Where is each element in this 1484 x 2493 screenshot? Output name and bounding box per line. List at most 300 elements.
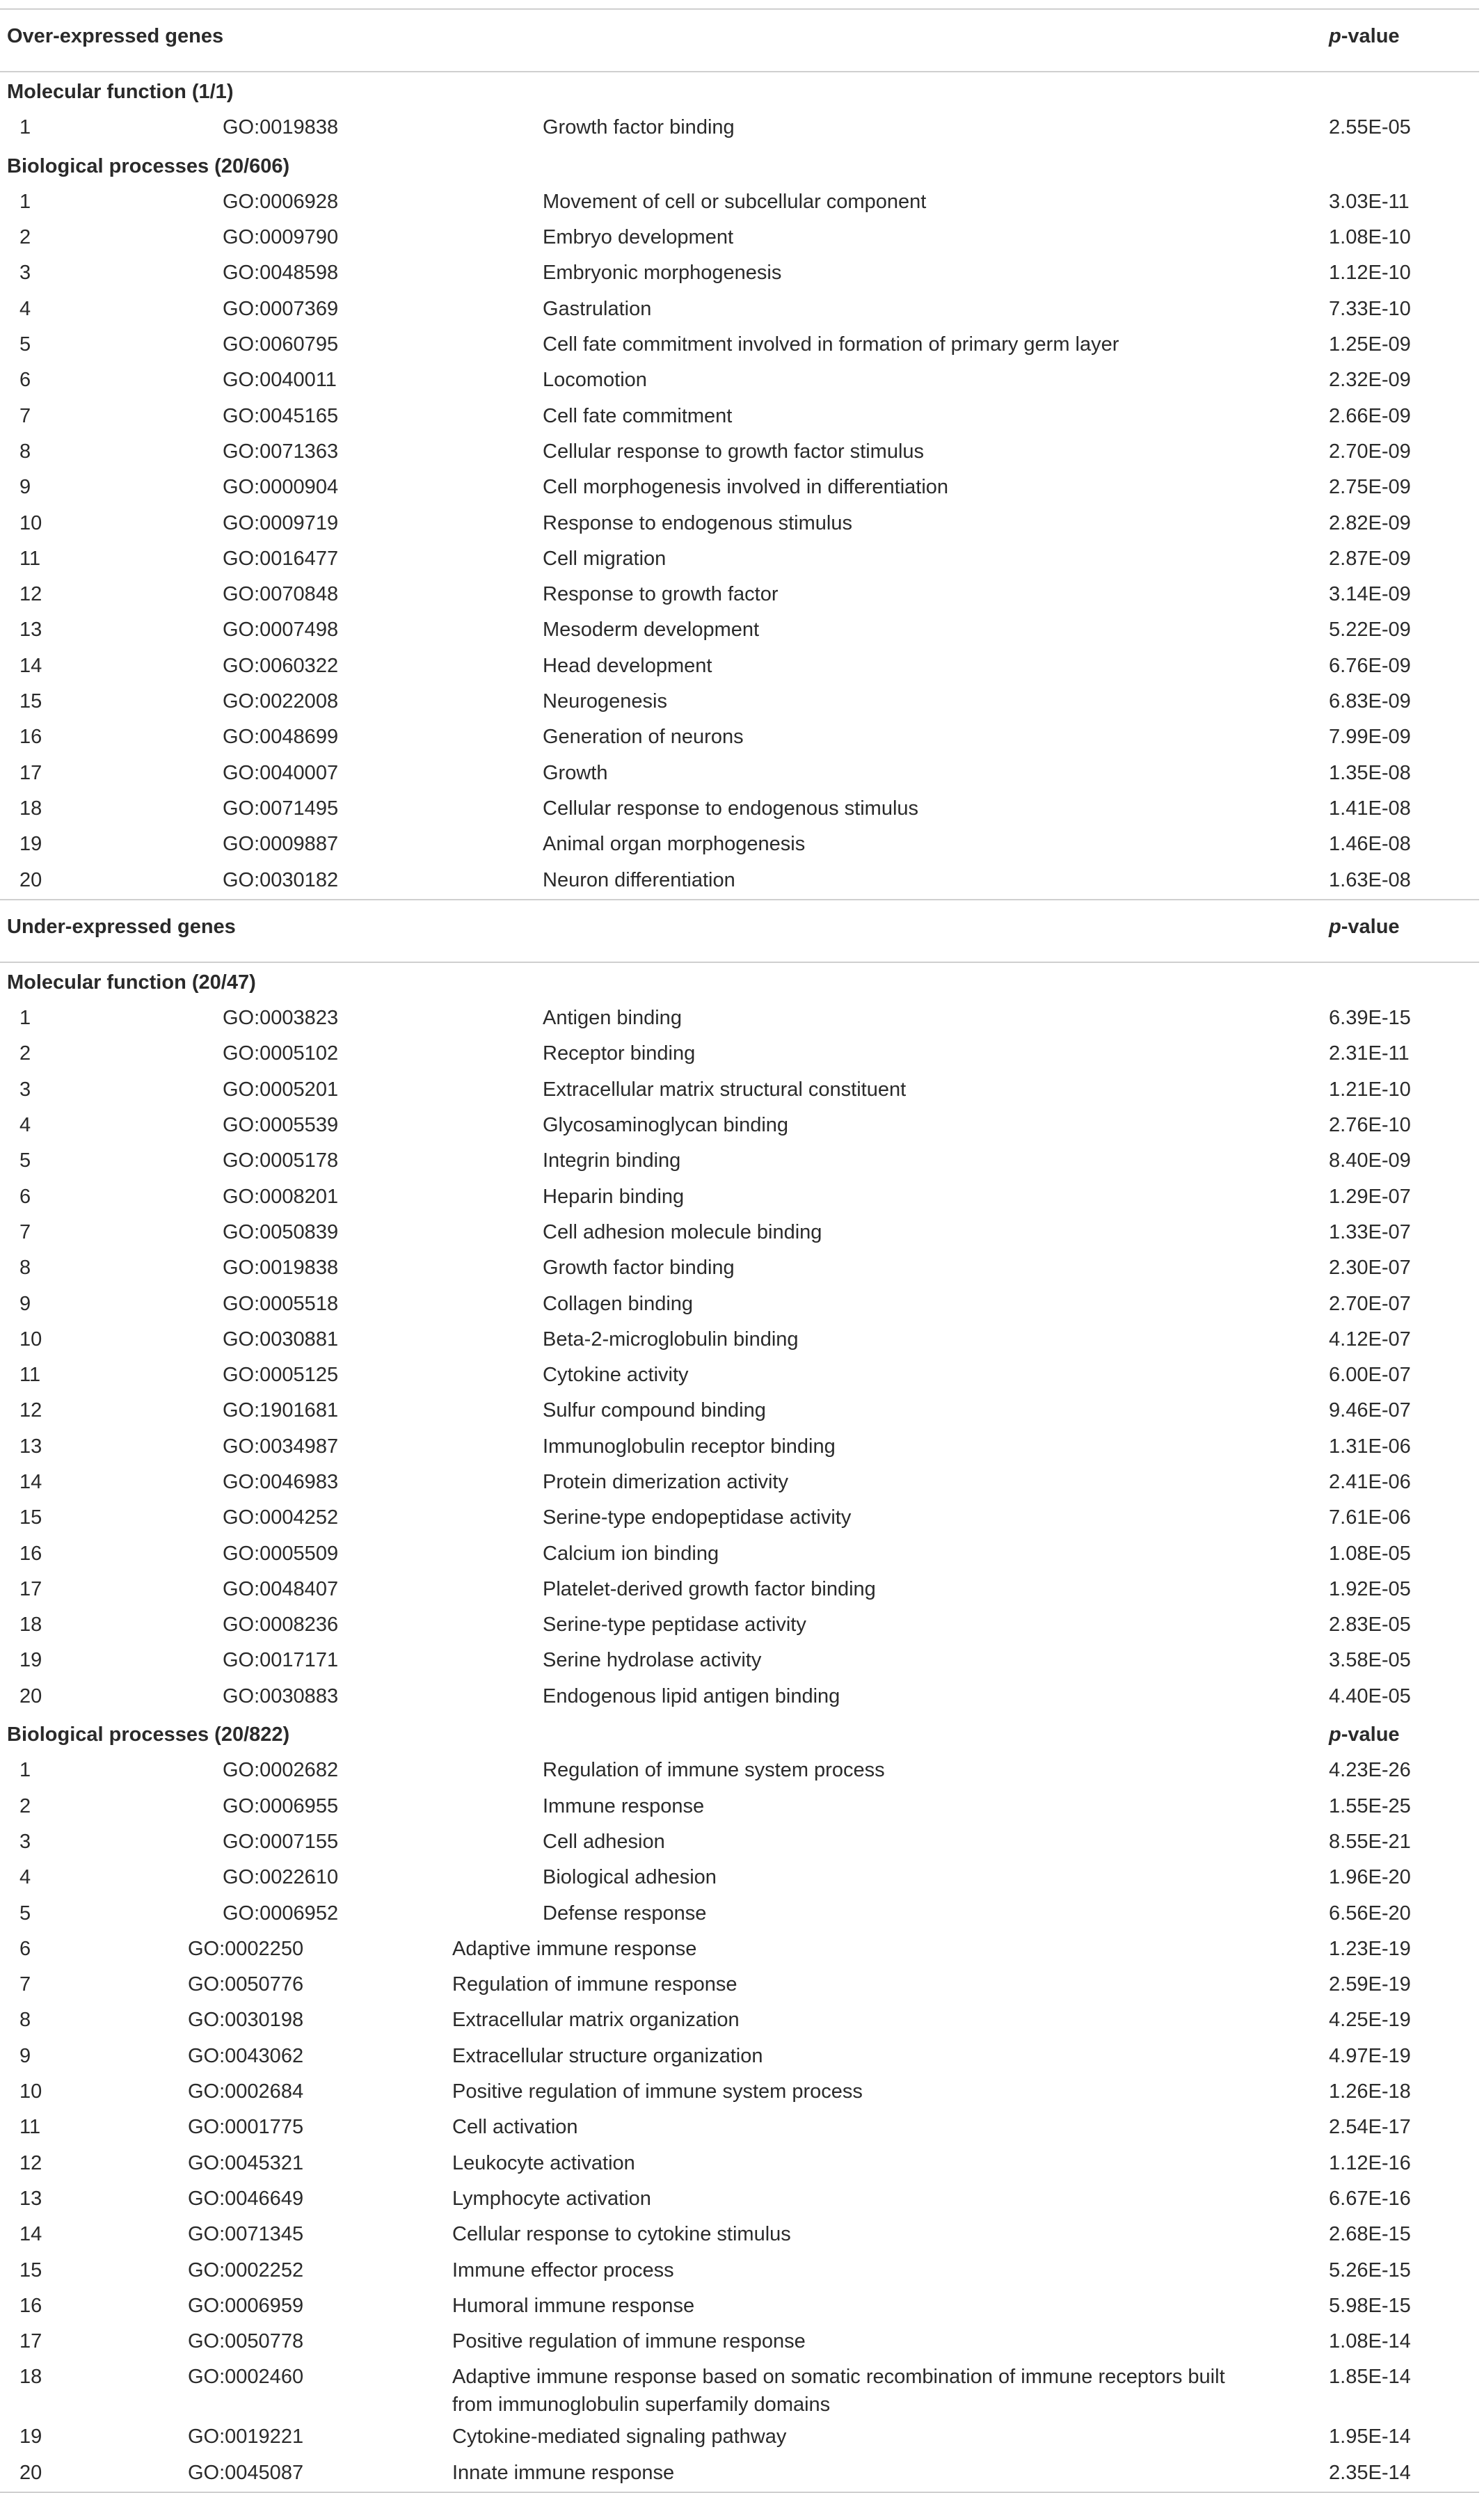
p-value: 3.58E-05: [1329, 1649, 1411, 1672]
go-id: GO:0007155: [223, 1830, 339, 1853]
go-term: Glycosaminoglycan binding: [543, 1114, 789, 1137]
p-value: 2.41E-06: [1329, 1470, 1411, 1493]
go-term: Positive regulation of immune response: [452, 2330, 806, 2353]
group-title: Molecular function (20/47): [7, 971, 256, 994]
row-number: 3: [19, 1078, 31, 1101]
table-row: [0, 542, 1479, 578]
table-row: [0, 720, 1479, 756]
go-id: GO:0071345: [188, 2223, 304, 2246]
go-id: GO:0002252: [188, 2259, 304, 2281]
row-number: 5: [19, 333, 31, 356]
row-number: 12: [19, 583, 42, 606]
table-row: [0, 1108, 1479, 1144]
p-value: 3.03E-11: [1329, 190, 1410, 213]
table-row: [0, 292, 1479, 328]
table-row: [0, 1430, 1479, 1465]
p-value: 4.97E-19: [1329, 2044, 1411, 2067]
go-id: GO:0030182: [223, 863, 543, 900]
go-term: Extracellular matrix organization: [452, 2009, 740, 2032]
table-row: [0, 578, 1479, 613]
table-row: [0, 111, 1479, 146]
go-term: Biological adhesion: [543, 1866, 717, 1889]
go-term: Cell activation: [452, 2116, 578, 2139]
p-value: 6.00E-07: [1329, 1364, 1411, 1387]
go-id: GO:0002460: [188, 2366, 304, 2389]
row-number: 20: [19, 1684, 42, 1707]
group-header-row: [0, 72, 1479, 111]
table-row: [0, 1680, 1479, 1715]
p-value: 1.29E-07: [1329, 1185, 1411, 1208]
go-term: Cytokine-mediated signaling pathway: [452, 2426, 787, 2448]
go-id: GO:0048407: [223, 1577, 339, 1600]
row-number: 13: [19, 1435, 42, 1458]
row-number: 17: [19, 2330, 42, 2353]
table-row: [0, 435, 1479, 470]
go-id: GO:0019838: [223, 1257, 339, 1280]
go-term: Integrin binding: [543, 1149, 681, 1172]
p-value: 1.12E-16: [1329, 2151, 1411, 2174]
row-number: 1: [19, 116, 31, 139]
row-number: 6: [19, 369, 31, 392]
p-value: 4.12E-07: [1329, 1328, 1411, 1351]
table-row: [0, 1932, 1479, 1968]
group-title: Molecular function (1/1): [7, 81, 234, 103]
go-term: Serine hydrolase activity: [543, 1649, 762, 1672]
go-term: Antigen binding: [543, 1007, 682, 1030]
p-value: 2.82E-09: [1329, 511, 1411, 534]
table-row: [0, 1572, 1479, 1608]
table-row: [0, 256, 1479, 292]
go-term: Humoral immune response: [452, 2294, 695, 2317]
p-value: 4.23E-26: [1329, 1759, 1411, 1782]
table-body: [0, 9, 1479, 2492]
group-header-row: [0, 962, 1479, 1001]
table-row: [0, 792, 1479, 827]
go-id: GO:0006952: [223, 1902, 339, 1925]
p-value: 1.85E-14: [1329, 2366, 1411, 2389]
table-row: [0, 2456, 1479, 2492]
row-number: 15: [19, 2259, 42, 2281]
p-value: 2.32E-09: [1329, 369, 1411, 392]
row-number: 5: [19, 1149, 31, 1172]
go-id: GO:0007369: [223, 297, 339, 320]
go-term: Extracellular matrix structural constituent: [543, 1078, 907, 1101]
go-term: Innate immune response: [452, 2456, 1238, 2492]
p-value: 1.35E-08: [1329, 761, 1411, 784]
go-term: Endogenous lipid antigen binding: [543, 1684, 840, 1707]
go-term: Movement of cell or subcellular component: [543, 190, 927, 213]
go-id: GO:0071363: [223, 440, 339, 463]
row-number: 5: [19, 1902, 31, 1925]
section-header-row: [0, 9, 1479, 72]
group-p-value-header: [1329, 72, 1479, 111]
row-number: 4: [19, 297, 31, 320]
row-number: 1: [19, 1007, 31, 1030]
table-row: [0, 2039, 1479, 2075]
go-id: GO:0008201: [223, 1185, 339, 1208]
row-number: 8: [19, 1257, 31, 1280]
go-id: GO:0006928: [223, 190, 339, 213]
go-term: Gastrulation: [543, 297, 652, 320]
table-row: [0, 1037, 1479, 1072]
go-term: Neuron differentiation: [543, 863, 1329, 900]
go-term: Regulation of immune system process: [543, 1759, 885, 1782]
table-row: [0, 1501, 1479, 1536]
go-id: GO:0002682: [223, 1759, 339, 1782]
go-id: GO:0040007: [223, 761, 339, 784]
go-id: GO:0005518: [223, 1292, 339, 1315]
row-number: 15: [19, 690, 42, 713]
p-value: 1.95E-14: [1329, 2426, 1411, 2448]
row-number: 4: [19, 1114, 31, 1137]
p-value: 7.33E-10: [1329, 297, 1411, 320]
p-value: 6.67E-16: [1329, 2187, 1411, 2210]
table-row: [0, 1643, 1479, 1679]
section-title: Over-expressed genes: [0, 9, 1329, 72]
p-value-header-italic: p: [1329, 915, 1341, 938]
table-row: [0, 1287, 1479, 1323]
go-term: Regulation of immune response: [452, 1973, 737, 1996]
go-term: Adaptive immune response based on somatic recombination of immune receptors built from immunoglobulin superfamily domains: [452, 2366, 1225, 2416]
go-id: GO:0030881: [223, 1328, 339, 1351]
p-value: 7.61E-06: [1329, 1506, 1411, 1529]
p-value: 5.26E-15: [1329, 2259, 1411, 2281]
table-row: [0, 2182, 1479, 2217]
row-number: 16: [19, 726, 42, 749]
row-number: 20: [0, 2456, 223, 2492]
table-row: [0, 1358, 1479, 1394]
go-term: Heparin binding: [543, 1185, 685, 1208]
p-value: 6.56E-20: [1329, 1902, 1411, 1925]
table-row: [0, 2075, 1479, 2110]
go-enrichment-table: [0, 8, 1479, 2493]
row-number: 19: [19, 2426, 42, 2448]
table-row: [0, 649, 1479, 685]
go-id: GO:0060795: [223, 333, 339, 356]
row-number: 13: [19, 619, 42, 642]
table-row: [0, 2289, 1479, 2325]
go-term: Leukocyte activation: [452, 2151, 635, 2174]
go-id: GO:0019838: [223, 116, 339, 139]
table-row: [0, 1394, 1479, 1429]
row-number: 16: [19, 1542, 42, 1565]
p-value: 1.12E-10: [1329, 262, 1411, 285]
p-value-header-rest: -value: [1341, 1723, 1400, 1746]
go-id: GO:0046649: [188, 2187, 304, 2210]
group-header-row: [0, 147, 1479, 185]
table-row: [0, 2003, 1479, 2039]
table-row: [0, 685, 1479, 720]
p-value: 2.31E-11: [1329, 1042, 1410, 1065]
go-term: Generation of neurons: [543, 726, 744, 749]
group-p-value-header: [1329, 147, 1479, 185]
p-value: 2.59E-19: [1329, 1973, 1411, 1996]
row-number: 18: [19, 1614, 42, 1636]
go-id: GO:0050839: [223, 1220, 339, 1243]
row-number: 6: [19, 1937, 31, 1960]
table-row: [0, 1216, 1479, 1251]
table-row: [0, 399, 1479, 435]
go-term: Locomotion: [543, 369, 647, 392]
go-id: GO:0045165: [223, 404, 339, 427]
p-value: 7.99E-09: [1329, 726, 1411, 749]
go-id: GO:0017171: [223, 1649, 339, 1672]
table-row: [0, 1861, 1479, 1896]
p-value: 2.66E-09: [1329, 404, 1411, 427]
go-id: GO:0005178: [223, 1149, 339, 1172]
go-id: GO:0022008: [223, 690, 339, 713]
p-value: 1.25E-09: [1329, 333, 1411, 356]
table-row: [0, 2420, 1479, 2455]
table-row: [0, 2217, 1479, 2253]
p-value: 1.23E-19: [1329, 1937, 1411, 1960]
go-term: Neurogenesis: [543, 690, 667, 713]
p-value-header-rest: -value: [1341, 915, 1400, 938]
row-number: 14: [19, 654, 42, 677]
p-value: 2.70E-09: [1329, 440, 1411, 463]
go-term: Cell migration: [543, 547, 667, 570]
go-id: GO:0071495: [223, 797, 339, 820]
row-number: 3: [19, 1830, 31, 1853]
table-row: [0, 2325, 1479, 2360]
table-row: [0, 2146, 1479, 2182]
go-id: GO:0016477: [223, 547, 339, 570]
table-row: [0, 1608, 1479, 1643]
go-term: Embryo development: [543, 226, 734, 249]
go-term: Cellular response to endogenous stimulus: [543, 797, 919, 820]
go-id: GO:0040011: [223, 369, 337, 392]
go-id: GO:0034987: [223, 1435, 339, 1458]
row-number: 2: [19, 1794, 31, 1817]
p-value: 2.83E-05: [1329, 1614, 1411, 1636]
go-id: GO:0000904: [223, 476, 339, 499]
row-number: 2: [19, 226, 31, 249]
go-id: GO:0009887: [223, 833, 339, 856]
table-row: [0, 1825, 1479, 1861]
row-number: 18: [19, 2366, 42, 2389]
go-term: Defense response: [543, 1902, 707, 1925]
row-number: 1: [19, 190, 31, 213]
go-term: Response to endogenous stimulus: [543, 511, 852, 534]
row-number: 12: [19, 2151, 42, 2174]
row-number: 17: [19, 1577, 42, 1600]
p-value: 1.96E-20: [1329, 1866, 1411, 1889]
go-term: Response to growth factor: [543, 583, 779, 606]
table-row: [0, 1001, 1479, 1037]
go-id: GO:0050776: [188, 1973, 304, 1996]
table-row: [0, 328, 1479, 363]
p-value: 4.25E-19: [1329, 2009, 1411, 2032]
p-value: 5.22E-09: [1329, 619, 1411, 642]
go-id: GO:0005201: [223, 1078, 339, 1101]
go-term: Immune response: [543, 1794, 705, 1817]
p-value: 1.46E-08: [1329, 833, 1411, 856]
table-row: [0, 1537, 1479, 1572]
go-id: GO:0048598: [223, 262, 339, 285]
go-id: GO:0006955: [223, 1794, 339, 1817]
row-number: 10: [19, 511, 42, 534]
go-term: Serine-type endopeptidase activity: [543, 1506, 852, 1529]
p-value: 2.70E-07: [1329, 1292, 1411, 1315]
table-row: [0, 363, 1479, 399]
row-number: 8: [19, 2009, 31, 2032]
p-value: 6.76E-09: [1329, 654, 1411, 677]
go-term: Adaptive immune response: [452, 1937, 697, 1960]
section-title: Under-expressed genes: [0, 900, 1329, 962]
go-id: GO:0005102: [223, 1042, 339, 1065]
go-id: GO:0002250: [188, 1937, 304, 1960]
row-number: 20: [0, 863, 223, 900]
go-id: GO:0003823: [223, 1007, 339, 1030]
row-number: 15: [19, 1506, 42, 1529]
row-number: 13: [19, 2187, 42, 2210]
table-row: [0, 1144, 1479, 1179]
row-number: 11: [19, 547, 41, 570]
go-term: Immune effector process: [452, 2259, 674, 2281]
go-term: Mesoderm development: [543, 619, 760, 642]
go-term: Beta-2-microglobulin binding: [543, 1328, 799, 1351]
table-row: [0, 470, 1479, 506]
table-row: [0, 2360, 1479, 2420]
go-id: GO:0046983: [223, 1470, 339, 1493]
go-term: Growth factor binding: [543, 116, 735, 139]
go-term: Growth factor binding: [543, 1257, 735, 1280]
table-row: [0, 221, 1479, 256]
row-number: 4: [19, 1866, 31, 1889]
p-value: 1.92E-05: [1329, 1577, 1411, 1600]
p-value: 2.55E-05: [1329, 116, 1411, 139]
go-term: Extracellular structure organization: [452, 2044, 763, 2067]
go-term: Sulfur compound binding: [543, 1399, 766, 1422]
row-number: 3: [19, 262, 31, 285]
row-number: 11: [19, 2116, 41, 2139]
group-p-value-header: [1329, 962, 1479, 1001]
go-term: Cell morphogenesis involved in differentiation: [543, 476, 949, 499]
go-term: Animal organ morphogenesis: [543, 833, 806, 856]
go-id: GO:0043062: [188, 2044, 304, 2067]
table-row: [0, 1251, 1479, 1287]
go-term: Cytokine activity: [543, 1364, 689, 1387]
row-number: 16: [19, 2294, 42, 2317]
p-value: 3.14E-09: [1329, 583, 1411, 606]
row-number: 14: [19, 2223, 42, 2246]
go-id: GO:0005125: [223, 1364, 339, 1387]
row-number: 7: [19, 404, 31, 427]
go-id: GO:0048699: [223, 726, 339, 749]
group-p-value-header: [1329, 1715, 1479, 1753]
row-number: 9: [19, 476, 31, 499]
row-number: 19: [19, 833, 42, 856]
go-term: Collagen binding: [543, 1292, 694, 1315]
go-term: Cell adhesion: [543, 1830, 665, 1853]
go-id: GO:0019221: [188, 2426, 304, 2448]
go-term: Immunoglobulin receptor binding: [543, 1435, 836, 1458]
go-term: Lymphocyte activation: [452, 2187, 651, 2210]
p-value: 1.08E-14: [1329, 2330, 1411, 2353]
table-row: [0, 1180, 1479, 1216]
go-id: GO:0050778: [188, 2330, 304, 2353]
group-header-row: [0, 1715, 1479, 1753]
p-value-header-italic: p: [1329, 25, 1341, 47]
go-term: Cellular response to growth factor stimulus: [543, 440, 925, 463]
table-row: [0, 1073, 1479, 1108]
group-title: Biological processes (20/822): [7, 1723, 290, 1746]
section-header-row: [0, 900, 1479, 962]
row-number: 1: [19, 1759, 31, 1782]
p-value: 6.83E-09: [1329, 690, 1411, 713]
p-value: 1.08E-10: [1329, 226, 1411, 249]
go-term: Calcium ion binding: [543, 1542, 719, 1565]
p-value: 4.40E-05: [1329, 1684, 1411, 1707]
table-row: [0, 613, 1479, 648]
row-number: 10: [19, 1328, 42, 1351]
go-id: GO:0030883: [223, 1684, 339, 1707]
table-row: [0, 1897, 1479, 1932]
row-number: 19: [19, 1649, 42, 1672]
p-value: 1.26E-18: [1329, 2080, 1411, 2103]
table-row: [0, 863, 1479, 900]
table-row: [0, 756, 1479, 792]
go-term: Cell fate commitment: [543, 404, 733, 427]
table-row: [0, 1323, 1479, 1358]
table-row: [0, 827, 1479, 863]
go-term: Head development: [543, 654, 712, 677]
p-value: 9.46E-07: [1329, 1399, 1411, 1422]
p-value: 2.75E-09: [1329, 476, 1411, 499]
p-value: 2.87E-09: [1329, 547, 1411, 570]
row-number: 7: [19, 1220, 31, 1243]
table-row: [0, 1968, 1479, 2003]
p-value-header: [1329, 900, 1479, 962]
go-id: GO:1901681: [223, 1399, 339, 1422]
table-row: [0, 1753, 1479, 1789]
go-id: GO:0002684: [188, 2080, 304, 2103]
p-value: 2.76E-10: [1329, 1114, 1411, 1137]
go-id: GO:0005509: [223, 1542, 339, 1565]
row-number: 8: [19, 440, 31, 463]
go-term: Cell adhesion molecule binding: [543, 1220, 822, 1243]
p-value: 1.33E-07: [1329, 1220, 1411, 1243]
go-id: GO:0008236: [223, 1614, 339, 1636]
p-value: 2.68E-15: [1329, 2223, 1411, 2246]
p-value: 5.98E-15: [1329, 2294, 1411, 2317]
row-number: 7: [19, 1973, 31, 1996]
p-value: 2.54E-17: [1329, 2116, 1411, 2139]
row-number: 9: [19, 1292, 31, 1315]
go-id: GO:0060322: [223, 654, 339, 677]
p-value: 1.08E-05: [1329, 1542, 1411, 1565]
go-term: Cellular response to cytokine stimulus: [452, 2223, 791, 2246]
row-number: 10: [19, 2080, 42, 2103]
row-number: 2: [19, 1042, 31, 1065]
table-row: [0, 1465, 1479, 1501]
table-row: [0, 185, 1479, 221]
go-term: Serine-type peptidase activity: [543, 1614, 806, 1636]
row-number: 18: [19, 797, 42, 820]
go-id: GO:0022610: [223, 1866, 339, 1889]
p-value: 1.63E-08: [1329, 863, 1479, 900]
go-id: GO:0009719: [223, 511, 339, 534]
go-id: GO:0045087: [188, 2456, 508, 2492]
go-id: GO:0070848: [223, 583, 339, 606]
p-value-header: [1329, 9, 1479, 72]
row-number: 9: [19, 2044, 31, 2067]
go-id: GO:0001775: [188, 2116, 304, 2139]
go-id: GO:0045321: [188, 2151, 304, 2174]
row-number: 11: [19, 1364, 41, 1387]
p-value: 8.40E-09: [1329, 1149, 1411, 1172]
p-value: 1.55E-25: [1329, 1794, 1411, 1817]
